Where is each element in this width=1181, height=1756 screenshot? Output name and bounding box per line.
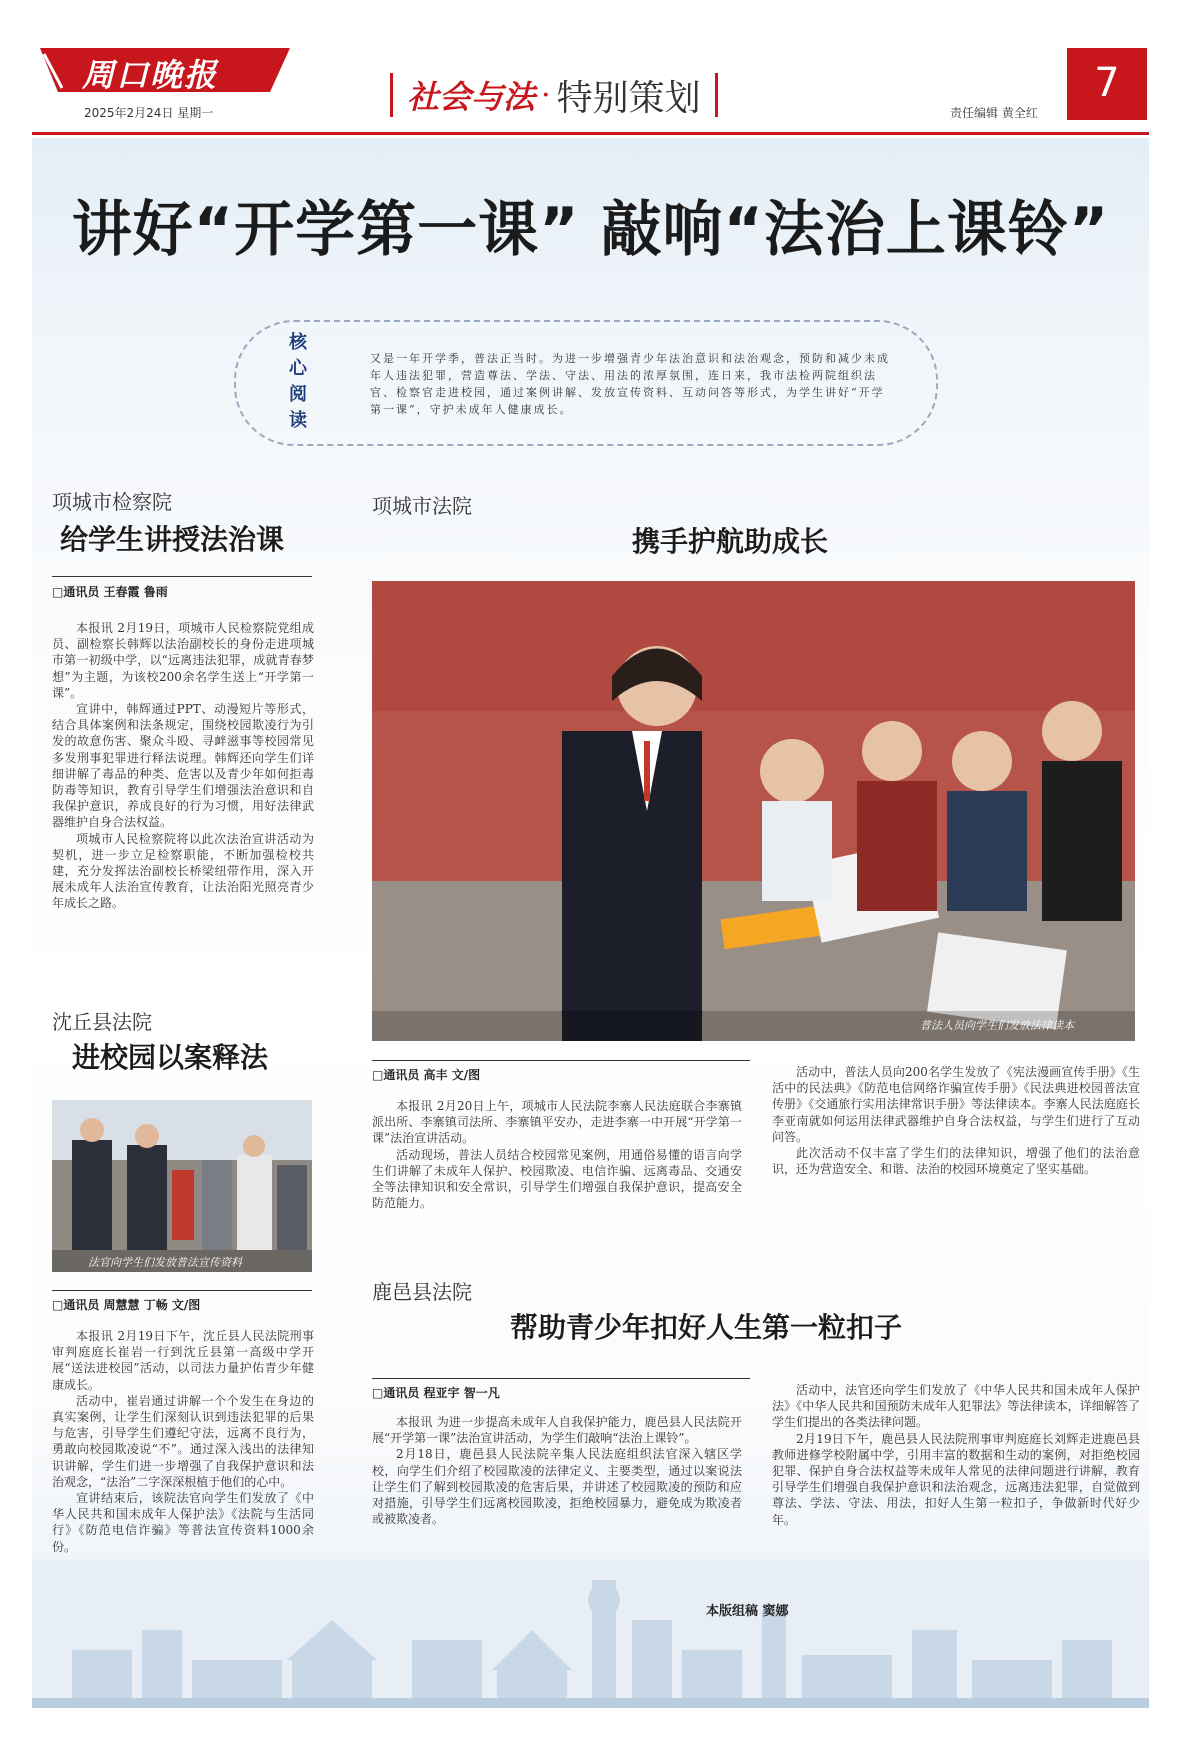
article1-rule <box>52 576 312 577</box>
article2-byline: □通讯员 周慧慧 丁畅 文/图 <box>52 1298 201 1312</box>
article4-rule <box>372 1378 750 1379</box>
article2-rule <box>52 1290 312 1291</box>
article1-byline: □通讯员 王春霞 鲁雨 <box>52 585 168 599</box>
article1-paragraph: 宣讲中，韩辉通过PPT、动漫短片等形式，结合具体案例和法条规定，围绕校园欺凌行为引发的故意伤害、聚众斗殴、寻衅滋事等校园常见多发刑事犯罪进行释法说理。韩辉还向学生们详细讲解了毒品的种类、危害以及青少年如何拒毒防毒等知识，教育引导学生们增强法治意识和自我保护意识，养成良好的行为习惯，用好法律武器维护自身合法权益。 <box>52 702 314 830</box>
article1-paragraph: 本报讯 2月19日，项城市人民检察院党组成员、副检察长韩辉以法治副校长的身份走进项城市第一初级中学，以“远离违法犯罪，成就青春梦想”为主题，为该校200余名学生送上“开学第一课”。 <box>52 621 314 700</box>
article3-body-left <box>372 1098 742 1211</box>
core-reading-text: 又是一年开学季，普法正当时。为进一步增强青少年法治意识和法治观念，预防和减少未成年人违法犯罪，营造尊法、学法、守法、用法的浓厚氛围，连日来，我市法检两院组织法官、检察官走进校园，通过案例讲解、发放宣传资料、互动问答等形式，为学生讲好“开学第一课”，守护未成年人健康成长。 <box>370 352 890 416</box>
article3-paragraph: 活动现场，普法人员结合校园常见案例，用通俗易懂的语言向学生们讲解了未成年人保护、校园欺凌、电信诈骗、远离毒品、交通安全等法律知识和安全常识，引导学生们增强自我保护意识，提高安全防范能力。 <box>372 1147 742 1211</box>
article3-paragraph: 本报讯 2月20日上午，项城市人民法院李寨人民法庭联合李寨镇派出所、李寨镇司法所、李寨镇平安办，走进李寨一中开展“开学第一课”法治宣讲活动。 <box>372 1099 742 1146</box>
section-subtitle: 特别策划 <box>556 77 701 119</box>
header-divider <box>32 132 1149 135</box>
core-label-char: 心 <box>289 358 307 379</box>
article2-photo-caption: 法官向学生们发放普法宣传资料 <box>88 1256 242 1269</box>
section-main-title: 社会与法 <box>407 78 536 116</box>
masthead <box>40 48 290 92</box>
article4-paragraph: 2月19日下午，鹿邑县人民法院刑事审判庭庭长刘辉走进鹿邑县教师进修学校附属中学，引用丰富的数据和生动的案例，对拒绝校园犯罪、保护自身合法权益等未成年人常见的法律问题进行讲解，教育引导学生们增强自我保护意识和法治观念，远离违法犯罪，自觉做到尊法、学法、守法、用法，扣好人生第一粒扣子，争做新时代好少年。 <box>772 1431 1140 1527</box>
section-separator: · <box>541 77 551 113</box>
article2-paragraph: 活动中，崔岩通过讲解一个个发生在身边的真实案例，让学生们深刻认识到违法犯罪的后果与危害，引导学生们遵纪守法，远离不良行为，勇敢向校园欺凌说“不”。通过深入浅出的法律知识讲解，学生们进一步增强了自我保护意识和法治观念，“法治”二字深深根植于他们的心中。 <box>52 1393 314 1489</box>
article3-title: 携手护航助成长 <box>632 525 829 558</box>
article4-location: 鹿邑县法院 <box>372 1280 472 1304</box>
article2-photo <box>52 1100 312 1272</box>
article1-body <box>52 620 314 912</box>
article3-byline: □通讯员 高丰 文/图 <box>372 1068 481 1082</box>
article3-location: 项城市法院 <box>372 494 472 518</box>
core-label-char: 读 <box>289 410 307 431</box>
article1-paragraph: 项城市人民检察院将以此次法治宣讲活动为契机，进一步立足检察职能，不断加强检校共建，充分发挥法治副校长桥梁纽带作用，深入开展未成年人法治宣传教育，让法治阳光照亮青少年成长之路。 <box>52 831 314 911</box>
section-bar-left <box>390 73 393 117</box>
core-reading-label <box>283 330 313 434</box>
school-event-photo <box>52 1100 312 1272</box>
core-label-char: 核 <box>289 332 307 353</box>
article4-byline: □通讯员 程亚宇 智一凡 <box>372 1386 500 1400</box>
article3-body-right <box>772 1064 1140 1177</box>
article4-paragraph: 本报讯 为进一步提高未成年人自我保护能力，鹿邑县人民法院开展“开学第一课”法治宣讲活动，为学生们敲响“法治上课铃”。 <box>372 1415 742 1446</box>
article4-paragraph: 2月18日，鹿邑县人民法院辛集人民法庭组织法官深入辖区学校，向学生们介绍了校园欺凌的法律定义、主要类型，通过以案说法让学生们了解到校园欺凌的危害后果，并讲述了校园欺凌的预防和应对措施，引导学生们远离校园欺凌，拒绝校园暴力，避免成为欺凌者或被欺凌者。 <box>372 1447 742 1527</box>
issue-date: 2025年2月24日 星期一 <box>84 106 214 120</box>
article2-body <box>52 1328 314 1555</box>
article3-photo <box>372 581 1135 1041</box>
section-title <box>390 70 718 120</box>
responsible-editor: 责任编辑 黄全红 <box>950 106 1038 120</box>
article2-paragraph: 本报讯 2月19日下午，沈丘县人民法院刑事审判庭庭长崔岩一行到沈丘县第一高级中学开展“送法进校园”活动，以司法力量护佑青少年健康成长。 <box>52 1329 314 1392</box>
article4-body-left <box>372 1414 742 1527</box>
section-bar-right <box>715 73 718 117</box>
article2-title: 进校园以案释法 <box>72 1041 269 1074</box>
article3-photo-caption: 普法人员向学生们发放法律读本 <box>920 1019 1074 1032</box>
core-label-char: 阅 <box>289 384 307 405</box>
classroom-photo <box>372 581 1135 1041</box>
masthead-title: 周口晚报 <box>82 56 219 94</box>
article3-paragraph: 此次活动不仅丰富了学生们的法律知识，增强了他们的法治意识，还为营造安全、和谐、法治的校园环境奠定了坚实基础。 <box>772 1146 1140 1177</box>
article2-location: 沈丘县法院 <box>52 1010 152 1034</box>
article4-title: 帮助青少年扣好人生第一粒扣子 <box>510 1311 903 1344</box>
page-compiler-credit: 本版组稿 窦娜 <box>706 1604 789 1619</box>
page-headline: 讲好“开学第一课” 敲响“法治上课铃” <box>71 195 1110 265</box>
article1-title: 给学生讲授法治课 <box>60 523 285 556</box>
article3-paragraph: 活动中，普法人员向200名学生发放了《宪法漫画宣传手册》《生活中的民法典》《防范电信网络诈骗宣传手册》《民法典进校园普法宣传册》《交通旅行实用法律常识手册》等法律读本。李寨人民法庭庭长李亚南就如何运用法律武器维护自身合法权益，与学生们进行了互动问答。 <box>772 1065 1140 1144</box>
article3-rule <box>372 1060 750 1061</box>
city-skyline-illustration <box>32 1560 1149 1708</box>
article1-location: 项城市检察院 <box>52 490 172 514</box>
article2-paragraph: 宣讲结束后，该院法官向学生们发放了《中华人民共和国未成年人保护法》《法院与生活同行》《防范电信诈骗》等普法宣传资料1000余份。 <box>52 1491 314 1554</box>
page-number: 7 <box>1067 48 1147 120</box>
article4-paragraph: 活动中，法官还向学生们发放了《中华人民共和国未成年人保护法》《中华人民共和国预防未成年人犯罪法》等法律读本，详细解答了学生们提出的各类法律问题。 <box>772 1383 1140 1430</box>
article4-body-right <box>772 1382 1140 1528</box>
